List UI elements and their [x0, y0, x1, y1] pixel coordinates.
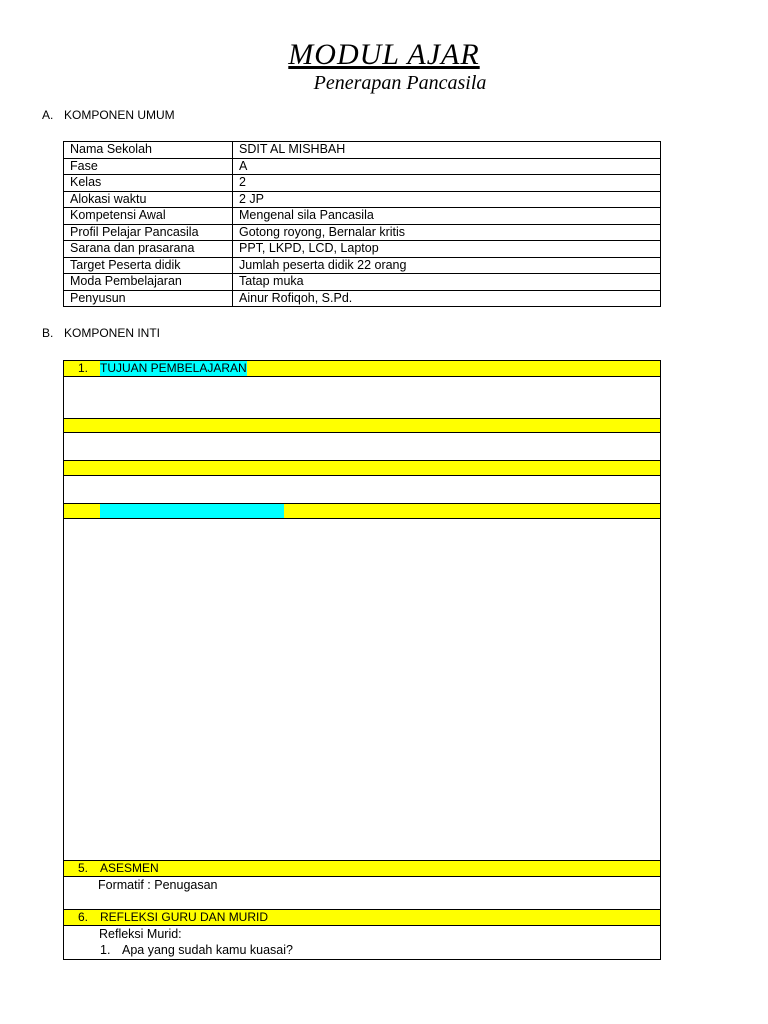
refleksi-header-bar — [63, 909, 661, 926]
table-row — [64, 274, 661, 291]
section-b-heading — [42, 326, 160, 340]
cyan-highlight-blank — [100, 504, 284, 518]
row-value: Mengenal sila Pancasila — [233, 208, 661, 225]
row-value: PPT, LKPD, LCD, Laptop — [233, 241, 661, 258]
tujuan-label: TUJUAN PEMBELAJARAN — [100, 361, 247, 375]
table-row — [64, 191, 661, 208]
section-b-title: KOMPONEN INTI — [64, 326, 161, 340]
komponen-umum-table — [63, 141, 661, 307]
refleksi-label: REFLEKSI GURU DAN MURID — [100, 910, 269, 924]
asesmen-label: ASESMEN — [100, 861, 159, 875]
row-value: Gotong royong, Bernalar kritis — [233, 224, 661, 241]
refleksi-number: 6. — [78, 910, 89, 924]
tujuan-content-box — [63, 376, 661, 419]
row-value: Jumlah peserta didik 22 orang — [233, 257, 661, 274]
section-a-letter: A. — [42, 108, 54, 122]
section-a-title: KOMPONEN UMUM — [64, 108, 175, 122]
row-value: Ainur Rofiqoh, S.Pd. — [233, 290, 661, 307]
row-label: Nama Sekolah — [64, 142, 233, 159]
table-row — [64, 208, 661, 225]
tujuan-header-bar — [63, 360, 661, 377]
row-value: Tatap muka — [233, 274, 661, 291]
blank-content-box-2 — [63, 475, 661, 504]
row-label: Moda Pembelajaran — [64, 274, 233, 291]
row-label: Profil Pelajar Pancasila — [64, 224, 233, 241]
row-label: Kompetensi Awal — [64, 208, 233, 225]
refleksi-question-number: 1. — [100, 943, 111, 957]
table-row — [64, 241, 661, 258]
table-row — [64, 257, 661, 274]
section-b-letter: B. — [42, 326, 54, 340]
table-row — [64, 158, 661, 175]
table-row — [64, 175, 661, 192]
row-label: Kelas — [64, 175, 233, 192]
row-value: A — [233, 158, 661, 175]
refleksi-question-1: Apa yang sudah kamu kuasai? — [122, 943, 293, 957]
row-label: Alokasi waktu — [64, 191, 233, 208]
blank-yellow-bar-1 — [63, 418, 661, 433]
document-subtitle: Penerapan Pancasila — [313, 72, 487, 94]
asesmen-header-bar — [63, 860, 661, 877]
asesmen-content: Formatif : Penugasan — [98, 878, 218, 892]
refleksi-murid-label: Refleksi Murid: — [99, 927, 182, 941]
table-row — [64, 290, 661, 307]
table-row — [64, 224, 661, 241]
refleksi-content-box — [63, 925, 661, 960]
row-value: 2 JP — [233, 191, 661, 208]
row-value: 2 — [233, 175, 661, 192]
document-title: MODUL AJAR — [288, 38, 480, 71]
row-label: Target Peserta didik — [64, 257, 233, 274]
row-label: Sarana dan prasarana — [64, 241, 233, 258]
asesmen-content-box — [63, 876, 661, 910]
section-a-heading — [42, 108, 175, 122]
large-content-box — [63, 518, 661, 861]
asesmen-number: 5. — [78, 861, 89, 875]
row-label: Fase — [64, 158, 233, 175]
blank-yellow-bar-3 — [63, 503, 661, 519]
blank-yellow-bar-2 — [63, 460, 661, 476]
table-row — [64, 142, 661, 159]
row-value: SDIT AL MISHBAH — [233, 142, 661, 159]
tujuan-number: 1. — [78, 361, 89, 375]
row-label: Penyusun — [64, 290, 233, 307]
blank-content-box-1 — [63, 432, 661, 461]
